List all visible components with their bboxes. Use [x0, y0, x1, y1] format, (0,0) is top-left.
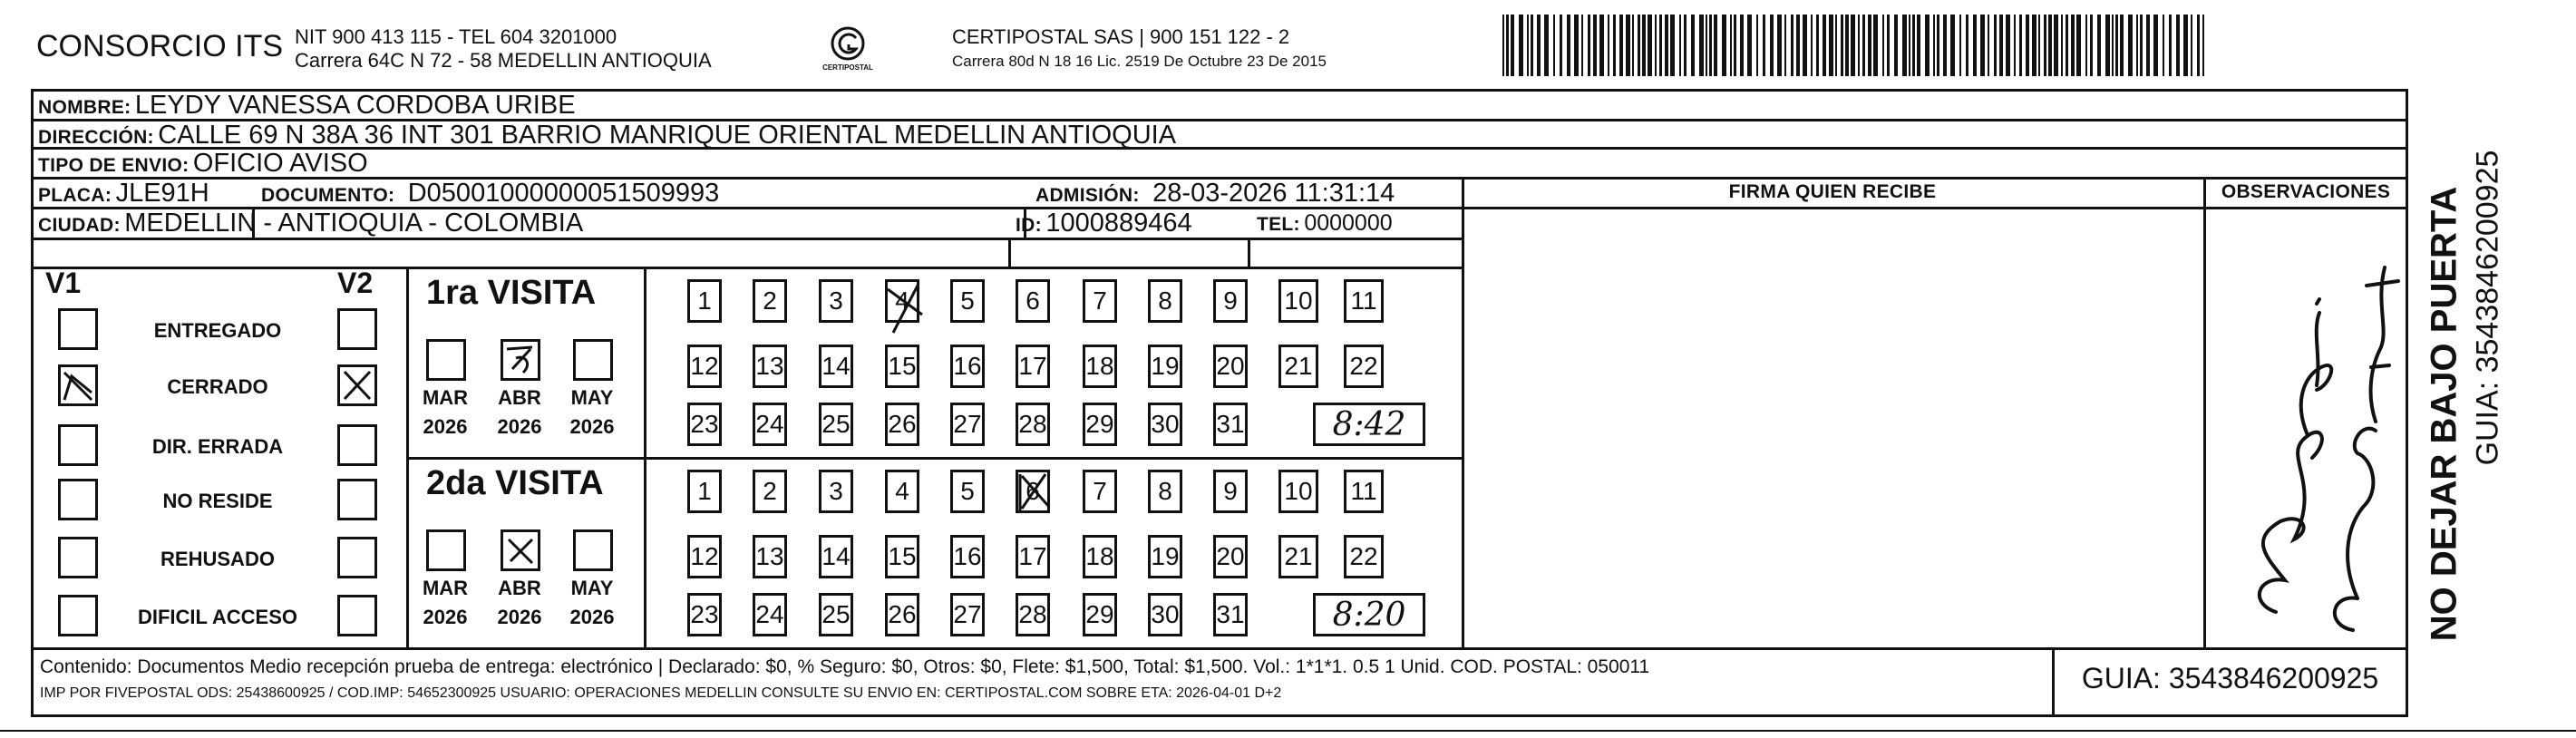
- v2-checkbox[interactable]: [337, 479, 377, 520]
- day-box[interactable]: [1083, 345, 1117, 388]
- day-box[interactable]: [1083, 279, 1117, 323]
- day-box[interactable]: [1148, 535, 1182, 578]
- day-box[interactable]: [885, 535, 919, 578]
- day-box[interactable]: [1016, 535, 1050, 578]
- day-box[interactable]: [819, 403, 853, 446]
- year-label: 2026: [497, 606, 542, 628]
- day-number: 5: [960, 477, 975, 505]
- day-number: 17: [1018, 542, 1047, 570]
- day-box[interactable]: [1148, 403, 1182, 446]
- year-label: 2026: [497, 415, 542, 438]
- month-checkbox-may[interactable]: [573, 339, 613, 381]
- documento-label: DOCUMENTO:: [261, 185, 395, 206]
- day-box[interactable]: [1083, 403, 1117, 446]
- day-box[interactable]: [1148, 470, 1182, 513]
- day-box[interactable]: [1344, 470, 1384, 513]
- day-box[interactable]: [1148, 593, 1182, 636]
- day-box[interactable]: [950, 345, 985, 388]
- direccion-value: CALLE 69 N 38A 36 INT 301 BARRIO MANRIQUE ORIENTAL MEDELLIN ANTIOQUIA: [158, 121, 1177, 150]
- year-label: 2026: [423, 415, 468, 438]
- day-box[interactable]: [819, 535, 853, 578]
- v1-checkbox[interactable]: [58, 308, 98, 350]
- day-box[interactable]: [819, 593, 853, 636]
- day-box[interactable]: [885, 279, 919, 323]
- day-number: 19: [1151, 352, 1180, 380]
- day-box[interactable]: [1213, 593, 1248, 636]
- day-number: 25: [821, 410, 851, 438]
- documento-cell: [261, 179, 719, 209]
- day-box[interactable]: [1344, 345, 1384, 388]
- day-box[interactable]: [1213, 403, 1248, 446]
- day-box[interactable]: [1344, 535, 1384, 578]
- placa-value: JLE91H: [115, 179, 209, 208]
- day-number: 11: [1350, 477, 1377, 505]
- day-number: 11: [1350, 286, 1377, 315]
- day-box[interactable]: [687, 403, 722, 446]
- visit-title: 2da VISITA: [426, 464, 604, 502]
- day-number: 6: [1026, 477, 1040, 505]
- logo-text: CERTIPOSTAL: [822, 63, 873, 72]
- placa-label: PLACA:: [38, 185, 112, 206]
- visit-time-box[interactable]: [1313, 403, 1425, 446]
- tipo-value: OFICIO AVISO: [192, 149, 368, 178]
- day-number: 27: [953, 600, 982, 628]
- v1-checkbox[interactable]: [58, 537, 98, 578]
- tipo-label: TIPO DE ENVIO:: [38, 155, 190, 176]
- day-number: 29: [1085, 410, 1114, 438]
- month-checkbox-abr[interactable]: [501, 339, 540, 381]
- day-number: 10: [1284, 286, 1313, 315]
- day-number: 13: [755, 542, 784, 570]
- day-number: 12: [690, 542, 719, 570]
- company-nit: NIT 900 413 115 - TEL 604 3201000: [295, 25, 617, 48]
- nombre-value: LEYDY VANESSA CORDOBA URIBE: [134, 91, 576, 120]
- year-label: 2026: [423, 606, 468, 628]
- day-box[interactable]: [1213, 535, 1248, 578]
- company-address: Carrera 64C N 72 - 58 MEDELLIN ANTIOQUIA: [295, 49, 712, 72]
- carrier-address: Carrera 80d N 18 16 Lic. 2519 De Octubre 23 De 2015: [952, 53, 1327, 70]
- day-number: 19: [1151, 542, 1180, 570]
- day-number: 14: [821, 352, 851, 380]
- day-box[interactable]: [753, 593, 787, 636]
- day-box[interactable]: [687, 470, 722, 513]
- observaciones-header: OBSERVACIONES: [2221, 181, 2391, 202]
- day-box[interactable]: [1083, 593, 1117, 636]
- signature-area[interactable]: [1463, 209, 2202, 646]
- day-box[interactable]: [1083, 470, 1117, 513]
- day-number: 8: [1158, 286, 1172, 315]
- day-box[interactable]: [1016, 470, 1050, 513]
- day-box[interactable]: [1278, 345, 1318, 388]
- v2-checkbox[interactable]: [337, 595, 377, 636]
- day-box[interactable]: [950, 593, 985, 636]
- id-cell: [1016, 209, 1192, 238]
- v2-checkbox[interactable]: [337, 364, 377, 406]
- tel-label: TEL:: [1257, 214, 1300, 235]
- day-number: 4: [895, 477, 909, 505]
- day-box[interactable]: [950, 535, 985, 578]
- day-number: 28: [1018, 600, 1047, 628]
- day-number: 8: [1158, 477, 1172, 505]
- v2-checkbox[interactable]: [337, 537, 377, 578]
- day-number: 1: [697, 286, 712, 315]
- day-number: 4: [895, 286, 909, 315]
- day-number: 22: [1349, 542, 1378, 570]
- day-box[interactable]: [1016, 593, 1050, 636]
- day-number: 15: [888, 542, 917, 570]
- day-box[interactable]: [950, 279, 985, 323]
- day-number: 18: [1085, 542, 1114, 570]
- day-box[interactable]: [950, 470, 985, 513]
- day-number: 21: [1284, 352, 1313, 380]
- day-number: 13: [755, 352, 784, 380]
- day-number: 15: [888, 352, 917, 380]
- carrier-name: CERTIPOSTAL SAS | 900 151 122 - 2: [952, 25, 1290, 48]
- v1-header: V1: [45, 267, 82, 299]
- day-box[interactable]: [1083, 535, 1117, 578]
- v1-checkbox[interactable]: [58, 595, 98, 636]
- day-number: 26: [888, 600, 917, 628]
- year-label: 2026: [569, 606, 615, 628]
- day-number: 29: [1085, 600, 1114, 628]
- id-value: 1000889464: [1045, 209, 1192, 238]
- v2-checkbox[interactable]: [337, 308, 377, 350]
- documento-value: D05001000000051509993: [407, 179, 720, 208]
- company-name: CONSORCIO ITS: [36, 29, 284, 63]
- direccion-label: DIRECCIÓN:: [38, 127, 154, 148]
- month-checkbox-mar[interactable]: [426, 339, 466, 381]
- day-box[interactable]: [1213, 470, 1248, 513]
- v1-checkbox[interactable]: [58, 479, 98, 520]
- day-box[interactable]: [753, 403, 787, 446]
- placa-cell: [38, 179, 209, 209]
- tipo-row: [38, 149, 368, 179]
- day-number: 12: [690, 352, 719, 380]
- day-number: 9: [1223, 286, 1238, 315]
- ciudad-cell: [38, 209, 583, 238]
- day-number: 18: [1085, 352, 1114, 380]
- ciudad-value: MEDELLIN - ANTIOQUIA - COLOMBIA: [124, 209, 584, 238]
- day-box[interactable]: [1278, 470, 1318, 513]
- day-number: 20: [1216, 352, 1245, 380]
- day-number: 31: [1216, 410, 1245, 438]
- day-number: 26: [888, 410, 917, 438]
- day-box[interactable]: [885, 345, 919, 388]
- status-label: NO RESIDE: [162, 490, 273, 512]
- month-label: ABR: [498, 386, 541, 409]
- day-number: 16: [953, 352, 982, 380]
- day-box[interactable]: [753, 345, 787, 388]
- certipostal-logo: [816, 22, 880, 78]
- status-label: DIR. ERRADA: [151, 435, 284, 458]
- day-number: 16: [953, 542, 982, 570]
- day-number: 7: [1093, 286, 1107, 315]
- nombre-row: [38, 91, 576, 121]
- day-number: 30: [1151, 410, 1180, 438]
- day-box[interactable]: [753, 535, 787, 578]
- day-box[interactable]: [885, 593, 919, 636]
- day-box[interactable]: [1213, 279, 1248, 323]
- visit-time: 8:20: [1332, 596, 1406, 634]
- admision-cell: [1035, 179, 1395, 209]
- v1-checkbox[interactable]: [58, 364, 98, 406]
- day-number: 30: [1151, 600, 1180, 628]
- day-number: 27: [953, 410, 982, 438]
- day-number: 14: [821, 542, 851, 570]
- barcode: [1501, 13, 2208, 78]
- day-number: 20: [1216, 542, 1245, 570]
- day-number: 23: [690, 600, 719, 628]
- day-box[interactable]: [885, 403, 919, 446]
- month-label: MAR: [422, 577, 469, 599]
- day-box[interactable]: [1148, 279, 1182, 323]
- visit-time-box[interactable]: [1313, 593, 1425, 636]
- v2-checkbox[interactable]: [337, 424, 377, 466]
- month-checkbox-abr[interactable]: [501, 529, 540, 571]
- v1-checkbox[interactable]: [58, 424, 98, 466]
- side-guia: GUIA: 3543846200925: [2470, 150, 2505, 466]
- day-box[interactable]: [1213, 345, 1248, 388]
- day-box[interactable]: [1016, 279, 1050, 323]
- day-number: 23: [690, 410, 719, 438]
- day-number: 2: [763, 477, 777, 505]
- footer-imp: IMP POR FIVEPOSTAL ODS: 25438600925 / COD.IMP: 54652300925 USUARIO: OPERACIONES MEDELLIN CONSULTE SU ENVIO EN: CERTIPOSTAL.COM SOBRE ETA: 2026-04-01 D+2: [40, 685, 1282, 701]
- day-box[interactable]: [819, 470, 853, 513]
- day-number: 1: [697, 477, 712, 505]
- day-number: 17: [1018, 352, 1047, 380]
- day-number: 10: [1284, 477, 1313, 505]
- day-box[interactable]: [819, 345, 853, 388]
- month-label: ABR: [498, 577, 541, 599]
- direccion-row: [38, 121, 1176, 151]
- day-box[interactable]: [1278, 535, 1318, 578]
- side-warning: NO DEJAR BAJO PUERTA: [2424, 186, 2464, 642]
- ciudad-label: CIUDAD:: [38, 215, 121, 236]
- year-label: 2026: [569, 415, 615, 438]
- admision-value: 28-03-2026 11:31:14: [1152, 179, 1395, 208]
- admision-label: ADMISIÓN:: [1035, 185, 1140, 206]
- day-number: 21: [1284, 542, 1313, 570]
- status-label: DIFICIL ACCESO: [137, 606, 297, 628]
- day-box[interactable]: [1016, 403, 1050, 446]
- status-label: REHUSADO: [160, 548, 275, 570]
- day-box[interactable]: [885, 470, 919, 513]
- day-number: 22: [1349, 352, 1378, 380]
- id-label: ID:: [1016, 215, 1042, 236]
- day-box[interactable]: [1344, 279, 1384, 323]
- status-label: ENTREGADO: [153, 319, 282, 342]
- nombre-label: NOMBRE:: [38, 97, 131, 118]
- day-box[interactable]: [753, 470, 787, 513]
- day-box[interactable]: [819, 279, 853, 323]
- month-label: MAY: [570, 386, 614, 409]
- v2-header: V2: [337, 267, 374, 299]
- tel-value: 0000000: [1304, 210, 1393, 236]
- visit-time: 8:42: [1332, 405, 1406, 443]
- day-box[interactable]: [950, 403, 985, 446]
- day-number: 31: [1216, 600, 1245, 628]
- tel-cell: [1257, 210, 1393, 237]
- month-label: MAY: [570, 577, 614, 599]
- day-number: 6: [1026, 286, 1040, 315]
- month-checkbox-may[interactable]: [573, 529, 613, 571]
- status-label: CERRADO: [167, 375, 268, 398]
- day-number: 3: [829, 477, 843, 505]
- day-number: 25: [821, 600, 851, 628]
- day-box[interactable]: [687, 279, 722, 323]
- visit-title: 1ra VISITA: [426, 274, 597, 312]
- day-box[interactable]: [1278, 279, 1318, 323]
- day-box[interactable]: [687, 345, 722, 388]
- month-checkbox-mar[interactable]: [426, 529, 466, 571]
- day-number: 3: [829, 286, 843, 315]
- day-box[interactable]: [1016, 345, 1050, 388]
- day-number: 2: [763, 286, 777, 315]
- firma-header: FIRMA QUIEN RECIBE: [1728, 181, 1937, 202]
- footer-guia: GUIA: 3543846200925: [2081, 662, 2379, 694]
- day-box[interactable]: [1148, 345, 1182, 388]
- day-box[interactable]: [687, 593, 722, 636]
- footer-contenido: Contenido: Documentos Medio recepción prueba de entrega: electrónico | Declarado: $0, % Seguro: $0, Otros: $0, Flete: $1,500, Total: $1,500. Vol.: 1*1*1. 0.5 1 Unid. COD. POSTAL: 050011: [40, 656, 1650, 677]
- day-number: 24: [755, 410, 784, 438]
- day-number: 24: [755, 600, 784, 628]
- day-box[interactable]: [687, 535, 722, 578]
- day-number: 7: [1093, 477, 1107, 505]
- day-number: 9: [1223, 477, 1238, 505]
- day-box[interactable]: [753, 279, 787, 323]
- day-number: 28: [1018, 410, 1047, 438]
- day-number: 5: [960, 286, 975, 315]
- month-label: MAR: [422, 386, 469, 409]
